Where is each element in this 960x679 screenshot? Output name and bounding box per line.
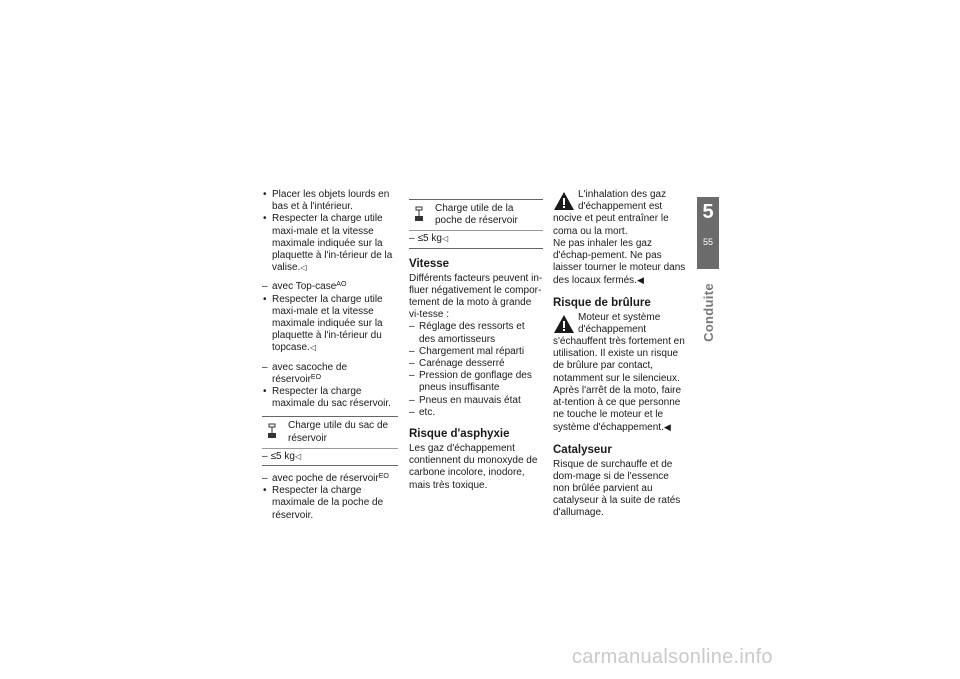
bullet-list (262, 294, 398, 355)
end-marker-icon: ◁ (300, 263, 307, 273)
paragraph: Moteur et système d'échappement s'échauffent très fortement en utilisation. Il existe un risque de brûlure par contact, notamment sur le silencieux. (553, 311, 685, 384)
option-code: EO (378, 473, 389, 481)
load-weight-icon (409, 203, 435, 227)
list-item: – Réglage des ressorts et des amortisseurs (409, 321, 543, 345)
factor-list (409, 321, 543, 419)
list-item: – Pression de gonflage des pneus insuffisante (409, 370, 543, 394)
chapter-tab (697, 197, 719, 269)
spec-box-tank-pouch: Charge utile de la poche de réservoir – ≤5 kg◁ (409, 199, 543, 249)
spec-label: Charge utile de la poche de réservoir (435, 203, 518, 227)
bullet-list (262, 189, 398, 274)
list-item: – etc. (409, 407, 543, 419)
end-marker-filled-icon: ◀ (663, 422, 671, 433)
bullet-list (262, 386, 398, 410)
list-item: • Respecter la charge maximale de la poche de réservoir. (262, 485, 398, 522)
paragraph: L'inhalation des gaz d'échappement est nocive et peut entraîner le coma ou la mort. (553, 189, 669, 237)
condition-tank-bag: – avec sacoche de réservoir$^{EO}$ (262, 362, 398, 386)
option-code: EO (310, 373, 322, 381)
warning-triangle-icon (553, 191, 575, 211)
watermark: carmanualsonline.info (572, 646, 773, 668)
paragraph: Risque de surchauffe et de dom-mage si de l'essence non brûlée parvient au catalyseur à la suite de ratés d'allumage. (553, 458, 681, 519)
column-3 (553, 189, 687, 520)
warning-block (553, 189, 687, 288)
heading-catalyseur: Catalyseur (553, 443, 612, 456)
spec-label: Charge utile du sac de réservoir (288, 420, 389, 444)
spec-box-tank-bag: Charge utile du sac de réservoir – ≤5 kg◁ (262, 416, 398, 466)
heading-vitesse: Vitesse (409, 257, 450, 270)
chapter-number: 5 (702, 201, 714, 223)
warning-triangle-icon (553, 314, 575, 334)
paragraph: Les gaz d'échappement contiennent du monoxyde de carbone incolore, inodore, mais très toxique. (409, 443, 538, 491)
list-item: • Respecter la charge utile maxi-male et la vitesse maximale indiquée sur la plaquette à l'in-térieur de la valise.◁ (262, 213, 398, 274)
end-marker-filled-icon: ◀ (636, 275, 644, 286)
condition-topcase: – avec Top-case$^{AO}$ (262, 281, 398, 293)
condition-tank-pouch: – avec poche de réservoir$^{EO}$ (262, 473, 398, 485)
list-item: – Carénage desserré (409, 358, 543, 370)
list-item: – Chargement mal réparti (409, 346, 543, 358)
option-code: AO (336, 281, 347, 289)
list-item: • Respecter la charge maximale du sac réservoir. (262, 386, 398, 410)
warning-block (553, 312, 687, 435)
list-item: – Pneus en mauvais état (409, 395, 543, 407)
spec-value: ≤5 kg (417, 233, 442, 245)
page-number: 55 (702, 237, 713, 247)
paragraph: Différents facteurs peuvent in-fluer négativement le compor-tement de la moto à grande vi-tesse : (409, 272, 543, 321)
spec-value: ≤5 kg (270, 450, 295, 462)
end-marker-icon: ◁ (294, 451, 302, 461)
end-marker-icon: ◁ (441, 234, 449, 244)
list-item: • Respecter la charge utile maxi-male et la vitesse maximale indiquée sur la plaquette à l'in-térieur du topcase.◁ (262, 294, 398, 355)
heading-brulure: Risque de brûlure (553, 296, 651, 309)
end-marker-icon: ◁ (309, 343, 316, 353)
list-item: • Placer les objets lourds en bas et à l'intérieur. (262, 189, 398, 213)
paragraph: Après l'arrêt de la moto, faire at-tention à ce que personne ne touche le moteur et le système d'échappement.◀ (553, 384, 682, 434)
load-weight-icon (262, 420, 288, 444)
paragraph: Ne pas inhaler les gaz d'échap-pement. Ne pas laisser tourner le moteur dans des locaux fermés.◀ (553, 237, 686, 287)
bullet-list (262, 485, 398, 522)
column-2 (409, 189, 543, 492)
column-1 (262, 189, 398, 522)
heading-asphyxie: Risque d'asphyxie (409, 428, 510, 441)
chapter-side-title: Conduite (700, 282, 716, 342)
